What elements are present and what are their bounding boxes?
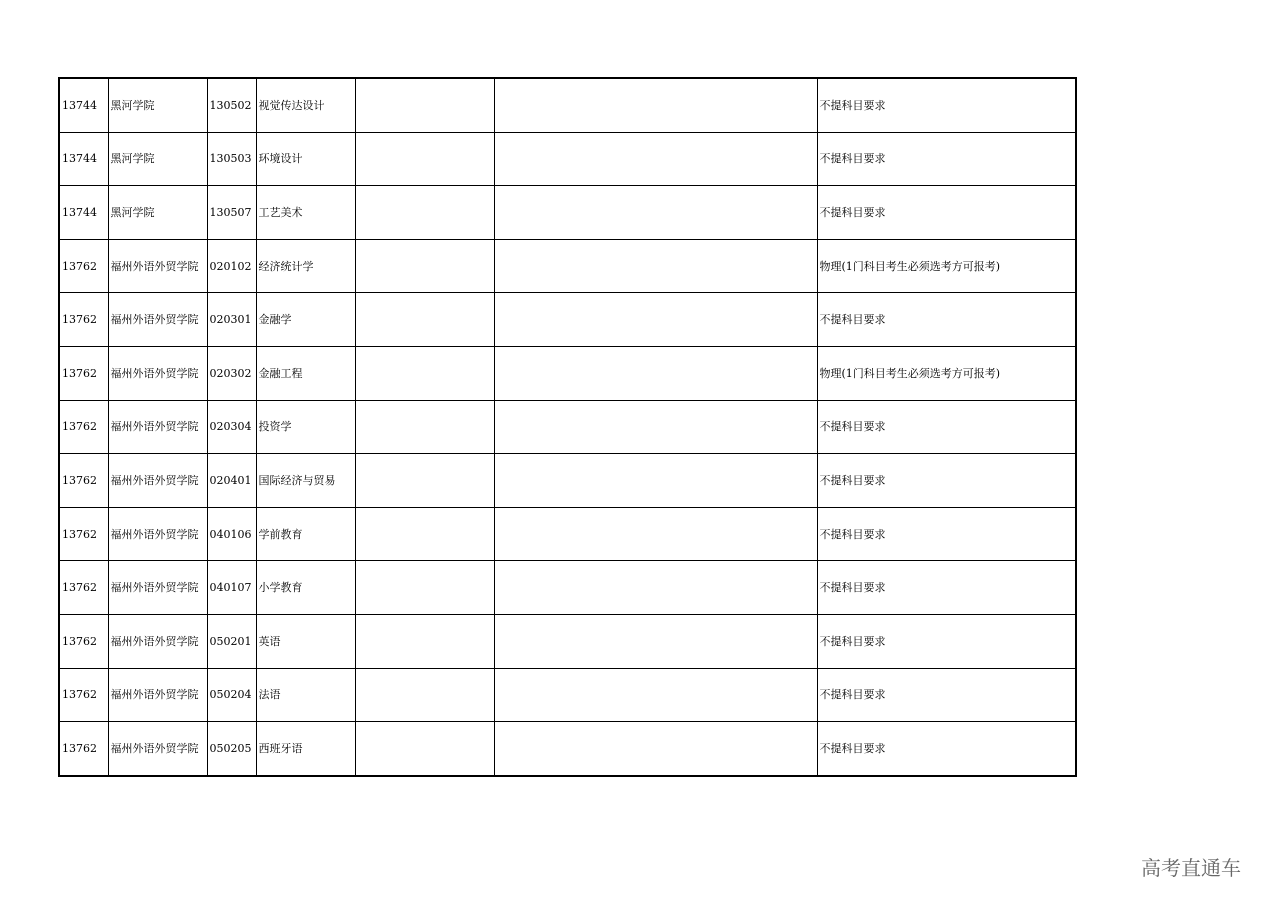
table-row bbox=[59, 132, 1076, 186]
empty-cell bbox=[355, 78, 494, 132]
table-row bbox=[59, 239, 1076, 293]
subject-requirement-cell: 物理(1门科目考生必须选考方可报考) bbox=[817, 346, 1076, 400]
table-row bbox=[59, 78, 1076, 132]
school-name-cell: 福州外语外贸学院 bbox=[108, 346, 207, 400]
major-code-cell: 020302 bbox=[207, 346, 256, 400]
table-row bbox=[59, 668, 1076, 722]
school-name-cell: 福州外语外贸学院 bbox=[108, 561, 207, 615]
school-code-cell: 13744 bbox=[59, 78, 108, 132]
major-name-cell: 金融学 bbox=[256, 293, 355, 347]
empty-cell bbox=[355, 614, 494, 668]
table-row bbox=[59, 561, 1076, 615]
subject-requirement-cell: 不提科目要求 bbox=[817, 561, 1076, 615]
major-name-cell: 经济统计学 bbox=[256, 239, 355, 293]
school-code-cell: 13762 bbox=[59, 454, 108, 508]
table-row bbox=[59, 722, 1076, 776]
empty-cell bbox=[494, 400, 817, 454]
empty-cell bbox=[494, 668, 817, 722]
major-name-cell: 西班牙语 bbox=[256, 722, 355, 776]
major-code-cell: 050205 bbox=[207, 722, 256, 776]
empty-cell bbox=[494, 346, 817, 400]
table-row bbox=[59, 186, 1076, 240]
subject-requirement-cell: 不提科目要求 bbox=[817, 454, 1076, 508]
empty-cell bbox=[494, 454, 817, 508]
school-name-cell: 福州外语外贸学院 bbox=[108, 668, 207, 722]
admission-table-body bbox=[59, 78, 1076, 776]
school-code-cell: 13744 bbox=[59, 132, 108, 186]
major-name-cell: 金融工程 bbox=[256, 346, 355, 400]
subject-requirement-cell: 物理(1门科目考生必须选考方可报考) bbox=[817, 239, 1076, 293]
empty-cell bbox=[355, 454, 494, 508]
school-code-cell: 13762 bbox=[59, 293, 108, 347]
empty-cell bbox=[494, 507, 817, 561]
major-name-cell: 视觉传达设计 bbox=[256, 78, 355, 132]
major-code-cell: 040107 bbox=[207, 561, 256, 615]
major-code-cell: 020304 bbox=[207, 400, 256, 454]
empty-cell bbox=[494, 78, 817, 132]
major-name-cell: 英语 bbox=[256, 614, 355, 668]
empty-cell bbox=[355, 186, 494, 240]
subject-requirement-cell: 不提科目要求 bbox=[817, 132, 1076, 186]
school-code-cell: 13762 bbox=[59, 668, 108, 722]
watermark-logo: 高考直通车 bbox=[1141, 856, 1241, 880]
major-code-cell: 130502 bbox=[207, 78, 256, 132]
school-code-cell: 13762 bbox=[59, 614, 108, 668]
major-code-cell: 130507 bbox=[207, 186, 256, 240]
empty-cell bbox=[355, 722, 494, 776]
table-row bbox=[59, 400, 1076, 454]
school-code-cell: 13762 bbox=[59, 507, 108, 561]
empty-cell bbox=[494, 561, 817, 615]
empty-cell bbox=[494, 614, 817, 668]
major-code-cell: 020102 bbox=[207, 239, 256, 293]
table-row bbox=[59, 293, 1076, 347]
school-name-cell: 福州外语外贸学院 bbox=[108, 454, 207, 508]
school-name-cell: 福州外语外贸学院 bbox=[108, 507, 207, 561]
major-name-cell: 工艺美术 bbox=[256, 186, 355, 240]
empty-cell bbox=[355, 507, 494, 561]
school-code-cell: 13762 bbox=[59, 239, 108, 293]
empty-cell bbox=[355, 293, 494, 347]
subject-requirement-cell: 不提科目要求 bbox=[817, 722, 1076, 776]
subject-requirement-cell: 不提科目要求 bbox=[817, 400, 1076, 454]
subject-requirement-cell: 不提科目要求 bbox=[817, 293, 1076, 347]
major-code-cell: 050201 bbox=[207, 614, 256, 668]
empty-cell bbox=[494, 722, 817, 776]
school-name-cell: 福州外语外贸学院 bbox=[108, 614, 207, 668]
empty-cell bbox=[494, 186, 817, 240]
school-name-cell: 福州外语外贸学院 bbox=[108, 293, 207, 347]
admission-table bbox=[58, 77, 1077, 777]
subject-requirement-cell: 不提科目要求 bbox=[817, 507, 1076, 561]
major-name-cell: 环境设计 bbox=[256, 132, 355, 186]
table-row bbox=[59, 346, 1076, 400]
school-name-cell: 福州外语外贸学院 bbox=[108, 722, 207, 776]
major-name-cell: 法语 bbox=[256, 668, 355, 722]
major-code-cell: 040106 bbox=[207, 507, 256, 561]
major-code-cell: 020301 bbox=[207, 293, 256, 347]
school-code-cell: 13762 bbox=[59, 561, 108, 615]
school-name-cell: 黑河学院 bbox=[108, 186, 207, 240]
empty-cell bbox=[494, 132, 817, 186]
subject-requirement-cell: 不提科目要求 bbox=[817, 668, 1076, 722]
school-name-cell: 福州外语外贸学院 bbox=[108, 239, 207, 293]
school-code-cell: 13762 bbox=[59, 722, 108, 776]
major-code-cell: 050204 bbox=[207, 668, 256, 722]
major-name-cell: 国际经济与贸易 bbox=[256, 454, 355, 508]
school-name-cell: 黑河学院 bbox=[108, 78, 207, 132]
empty-cell bbox=[355, 668, 494, 722]
subject-requirement-cell: 不提科目要求 bbox=[817, 186, 1076, 240]
empty-cell bbox=[355, 132, 494, 186]
school-code-cell: 13744 bbox=[59, 186, 108, 240]
empty-cell bbox=[355, 561, 494, 615]
major-name-cell: 小学教育 bbox=[256, 561, 355, 615]
school-code-cell: 13762 bbox=[59, 346, 108, 400]
subject-requirement-cell: 不提科目要求 bbox=[817, 614, 1076, 668]
school-name-cell: 黑河学院 bbox=[108, 132, 207, 186]
empty-cell bbox=[355, 400, 494, 454]
major-name-cell: 学前教育 bbox=[256, 507, 355, 561]
empty-cell bbox=[355, 346, 494, 400]
school-code-cell: 13762 bbox=[59, 400, 108, 454]
school-name-cell: 福州外语外贸学院 bbox=[108, 400, 207, 454]
major-name-cell: 投资学 bbox=[256, 400, 355, 454]
empty-cell bbox=[355, 239, 494, 293]
empty-cell bbox=[494, 239, 817, 293]
major-code-cell: 020401 bbox=[207, 454, 256, 508]
subject-requirement-cell: 不提科目要求 bbox=[817, 78, 1076, 132]
table-row bbox=[59, 507, 1076, 561]
table-row bbox=[59, 614, 1076, 668]
major-code-cell: 130503 bbox=[207, 132, 256, 186]
table-row bbox=[59, 454, 1076, 508]
empty-cell bbox=[494, 293, 817, 347]
